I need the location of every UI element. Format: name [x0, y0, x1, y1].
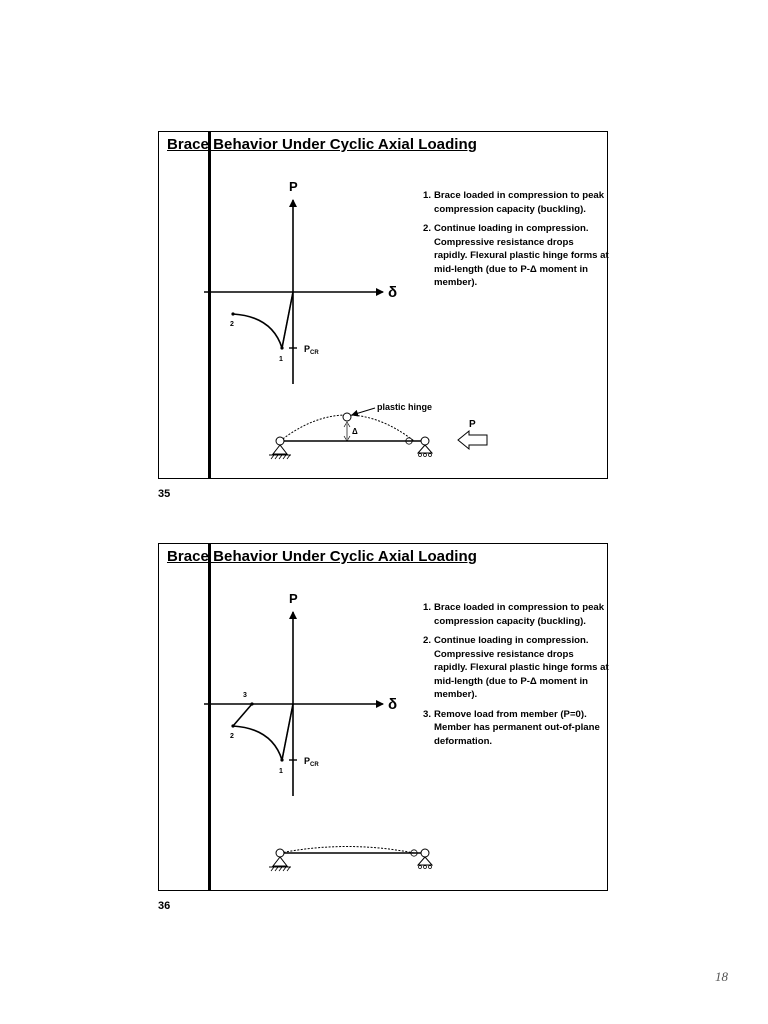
right-pin-icon	[421, 849, 429, 857]
slide-title: Brace Behavior Under Cyclic Axial Loading	[167, 548, 477, 565]
residual-shape	[280, 847, 414, 854]
slide-notes	[423, 189, 609, 296]
buckling-curve-left	[282, 704, 293, 760]
point-2-label: 2	[230, 733, 234, 740]
slide-title: Brace Behavior Under Cyclic Axial Loading	[167, 136, 477, 153]
right-pin-icon	[421, 437, 429, 445]
note-number: 2.	[423, 635, 432, 646]
pcr-label: $P_{CR}$	[304, 756, 319, 768]
axis-y-label: P	[289, 179, 298, 194]
point-2-marker	[231, 312, 234, 315]
slide-number: 35	[158, 488, 171, 500]
left-pin-icon	[276, 437, 284, 445]
load-arrow-icon	[458, 431, 487, 449]
axis-x-label: δ	[388, 696, 398, 713]
point-1-label: 1	[279, 356, 283, 363]
point-2-marker	[231, 724, 234, 727]
plastic-hinge-icon	[343, 413, 351, 421]
note-number: 1.	[423, 190, 432, 201]
slide-36	[158, 543, 608, 891]
note-number: 3.	[423, 708, 432, 720]
note-text: Brace loaded in compression to peak compression capacity (buckling).	[434, 602, 605, 627]
pin-support-icon	[273, 445, 287, 454]
note-item	[423, 601, 609, 628]
hysteresis-figure	[159, 132, 609, 480]
delta-label: Δ	[352, 427, 358, 436]
note-text: Remove load from member (P=0). Member has permanent out-of-plane deformation.	[434, 708, 600, 747]
note-item	[423, 708, 609, 749]
axis-x-label: δ	[388, 284, 398, 301]
page-number: 18	[715, 969, 728, 984]
plastic-hinge-label: plastic hinge	[377, 402, 433, 412]
roller-support-icon	[418, 445, 432, 453]
note-text: Continue loading in compression. Compressive resistance drops rapidly. Flexural plastic hinge forms at mid-length (due to P-Δ moment in member).	[434, 635, 609, 700]
slide-notes	[423, 601, 609, 754]
slide-35	[158, 131, 608, 479]
pcr-label: $P_{CR}$	[304, 344, 319, 356]
note-text: Continue loading in compression. Compressive resistance drops rapidly. Flexural plastic hinge forms at mid-length (due to P-Δ moment in member).	[434, 223, 609, 288]
load-label: P	[469, 419, 476, 430]
pin-support-icon	[273, 857, 287, 866]
note-item	[423, 634, 609, 702]
left-pin-icon	[276, 849, 284, 857]
point-1-marker	[280, 346, 283, 349]
note-text: Brace loaded in compression to peak compression capacity (buckling).	[434, 190, 605, 215]
axis-y-label: P	[289, 591, 298, 606]
hinge-pointer-arrow	[352, 408, 375, 415]
note-item	[423, 189, 609, 216]
slide-number: 36	[158, 900, 171, 912]
point-2-label: 2	[230, 321, 234, 328]
point-3-marker	[250, 702, 253, 705]
note-number: 2.	[423, 223, 432, 234]
roller-support-icon	[418, 857, 432, 865]
point-1-marker	[280, 758, 283, 761]
point-1-label: 1	[279, 768, 283, 775]
buckling-curve-left	[282, 292, 293, 348]
unloading-line	[233, 704, 252, 726]
note-number: 1.	[423, 602, 432, 613]
note-item	[423, 222, 609, 290]
point-3-label: 3	[243, 692, 247, 699]
